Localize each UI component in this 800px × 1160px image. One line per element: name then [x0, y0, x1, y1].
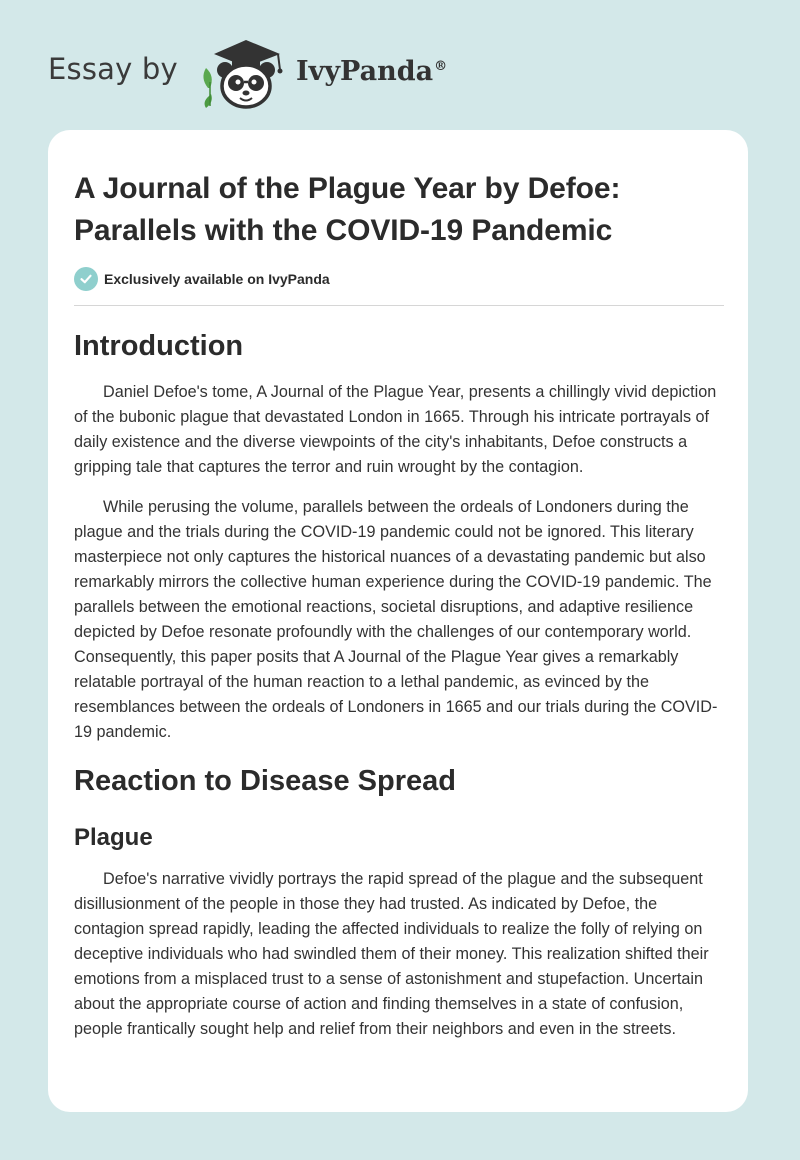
- paragraph: While perusing the volume, parallels between the ordeals of Londoners during the plague and the trials during the COVID-19 pandemic could not be ignored. This literary masterpiece not only captures the historical nuances of a devastating pandemic but also remarkably mirrors the collective human experience during the COVID-19 pandemic. The parallels between the emotional reactions, societal disruptions, and adaptive resilience depicted by Defoe resonate profoundly with the challenges of our contemporary world. Consequently, this paper posits that A Journal of the Plague Year gives a remarkably relatable portrayal of the human reaction to a lethal pandemic, as evinced by the resemblances between the ordeals of Londoners in 1665 and our trials during the COVID-19 pandemic.: [74, 498, 718, 741]
- exclusive-notice: [74, 265, 724, 293]
- registered-mark: ®: [434, 59, 448, 74]
- essay-content: [74, 168, 724, 1042]
- panda-graduate-icon: [200, 36, 292, 110]
- brand-name: IvyPanda®: [296, 56, 448, 87]
- essay-card: [48, 130, 748, 1112]
- site-header: [0, 0, 800, 120]
- heading-reaction-to-disease-spread: Reaction to Disease Spread: [74, 765, 456, 797]
- paragraph: Defoe's narrative vividly portrays the rapid spread of the plague and the subsequent disillusionment of the people in those they had trusted. As indicated by Defoe, the contagion spread rapidly, leading the affected individuals to realize the folly of relying on deceptive individuals who had swindled them of their money. This realization shifted their emotions from a misplaced trust to a sense of astonishment and stupefaction. Uncertain about the appropriate course of action and finding themselves in a state of confusion, people frantically sought help and relief from their neighbors and even in the streets.: [74, 870, 709, 1038]
- page-title: A Journal of the Plague Year by Defoe: Parallels with the COVID-19 Pandemic: [74, 172, 621, 247]
- heading-introduction: Introduction: [74, 330, 244, 362]
- essay-by-label: Essay by: [48, 52, 178, 86]
- exclusive-label: Exclusively available on IvyPanda: [104, 271, 330, 287]
- paragraph: Daniel Defoe's tome, A Journal of the Plague Year, presents a chillingly vivid depiction of the bubonic plague that devastated London in 1665. Through his intricate portrayals of daily existence and the diverse viewpoints of the city's inhabitants, Defoe constructs a gripping tale that captures the terror and ruin wrought by the contagion.: [74, 383, 717, 476]
- divider: [74, 305, 724, 306]
- check-icon: [74, 267, 98, 291]
- subheading-plague: Plague: [74, 824, 153, 851]
